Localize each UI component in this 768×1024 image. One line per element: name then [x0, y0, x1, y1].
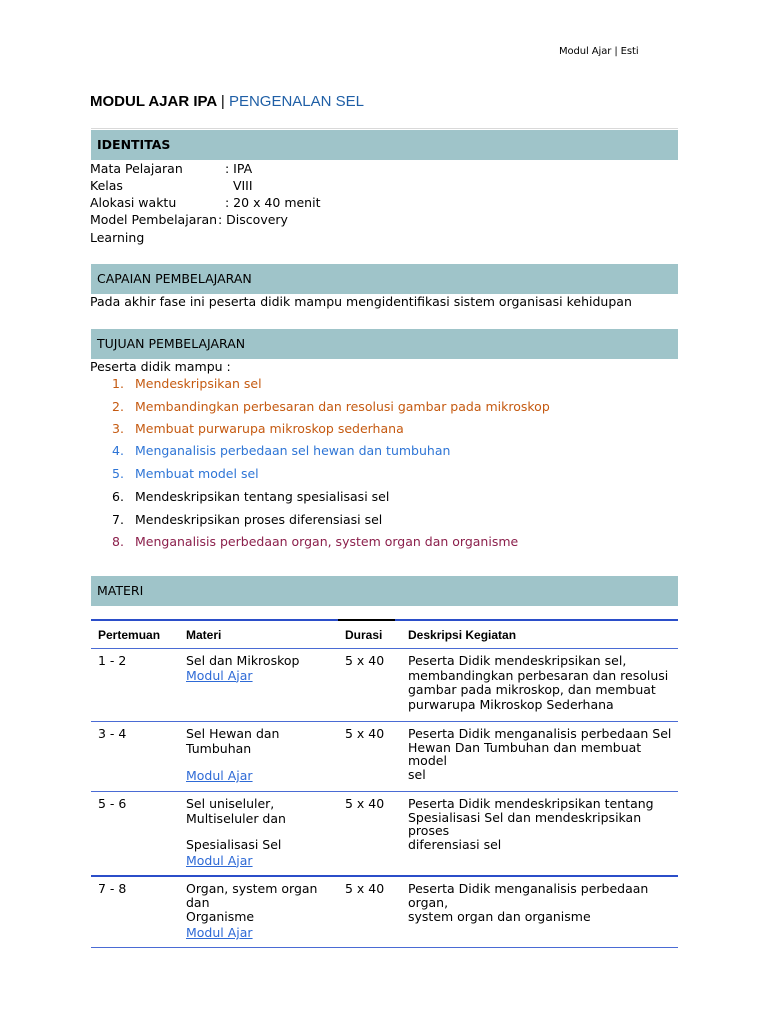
goal-text: Mendeskripsikan proses diferensiasi sel	[135, 512, 383, 527]
cell-deskripsi	[408, 654, 668, 712]
deskripsi-line: Peserta Didik menganalisis perbedaan	[408, 881, 649, 896]
section-heading-identitas: IDENTITAS	[91, 130, 678, 160]
goal-text: Mendeskripsikan sel	[135, 376, 262, 391]
deskripsi-line: diferensiasi sel	[408, 836, 502, 852]
cell-durasi: 5 x 40	[345, 653, 385, 668]
materi-line: Sel Hewan dan	[186, 726, 280, 741]
section-heading-tujuan: TUJUAN PEMBELAJARAN	[91, 329, 678, 359]
table-header-accent	[338, 619, 395, 621]
goal-text: Mendeskripsikan tentang spesialisasi sel	[135, 489, 390, 504]
modul-ajar-link[interactable]: Modul Ajar	[186, 852, 253, 868]
identity-label: Kelas	[90, 178, 123, 193]
goal-number: 1.	[112, 376, 124, 391]
cell-materi	[186, 654, 299, 683]
page-header-note: Modul Ajar | Esti	[559, 46, 639, 57]
table-row-border	[91, 721, 678, 722]
materi-line: Organ, system organ	[186, 881, 318, 896]
materi-line: dan	[186, 895, 210, 910]
materi-line: Organisme	[186, 909, 255, 924]
deskripsi-line: proses	[408, 823, 450, 838]
title-main: MODUL AJAR IPA	[90, 93, 217, 110]
materi-line: Sel dan Mikroskop	[186, 653, 300, 668]
document-title	[90, 93, 364, 110]
deskripsi-line: organ,	[408, 895, 449, 910]
deskripsi-line: model	[408, 753, 447, 768]
materi-line: Sel uniseluler,	[186, 796, 275, 811]
section-heading-capaian: CAPAIAN PEMBELAJARAN	[91, 264, 678, 294]
goal-text: Membuat purwarupa mikroskop sederhana	[135, 421, 404, 436]
identity-value: VIII	[225, 178, 253, 193]
deskripsi-line: Peserta Didik mendeskripsikan sel,	[408, 653, 627, 668]
table-header-border	[91, 648, 678, 649]
cell-materi	[186, 727, 279, 784]
cell-pertemuan: 1 - 2	[98, 653, 127, 668]
deskripsi-line: gambar pada mikroskop, dan membuat	[408, 682, 656, 697]
cell-pertemuan: 7 - 8	[98, 881, 127, 896]
goal-text: Menganalisis perbedaan sel hewan dan tumbuhan	[135, 443, 451, 458]
goal-item	[112, 489, 389, 504]
modul-ajar-link[interactable]: Modul Ajar	[186, 925, 253, 940]
tujuan-intro: Peserta didik mampu :	[90, 359, 231, 374]
modul-ajar-link[interactable]: Modul Ajar	[186, 768, 253, 783]
goal-number: 4.	[112, 443, 124, 458]
materi-line: Tumbuhan	[186, 740, 252, 756]
deskripsi-line: Peserta Didik menganalisis perbedaan Sel	[408, 726, 672, 741]
goal-number: 6.	[112, 489, 124, 504]
section-heading-materi: MATERI	[91, 576, 678, 606]
identity-label: Alokasi waktu	[90, 195, 177, 210]
title-subtitle: PENGENALAN SEL	[228, 93, 364, 110]
column-header-materi: Materi	[186, 628, 222, 642]
identity-label: Mata Pelajaran	[90, 161, 183, 176]
identity-label: Model Pembelajaran	[90, 212, 218, 227]
deskripsi-line: Peserta Didik mendeskripsikan tentang	[408, 796, 654, 811]
identity-value: : Discovery	[218, 212, 288, 227]
column-header-deskripsi: Deskripsi Kegiatan	[408, 628, 517, 642]
goal-text: Menganalisis perbedaan organ, system organ dan organisme	[135, 534, 519, 549]
deskripsi-line: membandingkan perbesaran dan resolusi	[408, 667, 669, 683]
cell-durasi: 5 x 40	[345, 796, 385, 811]
identity-value: : 20 x 40 menit	[225, 195, 321, 210]
cell-deskripsi	[408, 797, 654, 851]
goal-item	[112, 443, 450, 458]
table-bottom-border	[91, 947, 678, 948]
goal-item	[112, 466, 259, 481]
identity-value: : IPA	[225, 161, 253, 176]
cell-materi	[186, 882, 317, 940]
goal-item	[112, 421, 404, 436]
goal-item	[112, 512, 382, 527]
goal-item	[112, 399, 550, 414]
deskripsi-line: Hewan Dan Tumbuhan dan membuat	[408, 739, 642, 755]
table-row-border	[91, 791, 678, 792]
deskripsi-line: purwarupa Mikroskop Sederhana	[408, 696, 614, 712]
modul-ajar-link[interactable]: Modul Ajar	[186, 667, 253, 683]
cell-deskripsi	[408, 727, 671, 781]
cell-deskripsi	[408, 882, 648, 924]
column-header-pertemuan: Pertemuan	[98, 628, 161, 642]
goal-text: Membuat model sel	[135, 466, 259, 481]
goal-item	[112, 376, 262, 391]
goal-number: 3.	[112, 421, 124, 436]
goal-number: 8.	[112, 534, 124, 549]
materi-line: Spesialisasi Sel	[186, 837, 282, 852]
goal-item	[112, 534, 518, 549]
cell-durasi: 5 x 40	[345, 881, 385, 896]
column-header-durasi: Durasi	[345, 628, 383, 642]
identity-continuation: Learning	[90, 230, 145, 245]
goal-text: Membandingkan perbesaran dan resolusi gambar pada mikroskop	[135, 399, 550, 414]
deskripsi-line: sel	[408, 766, 426, 782]
divider	[91, 128, 678, 129]
deskripsi-line: system organ dan organisme	[408, 909, 591, 924]
goal-number: 2.	[112, 399, 124, 414]
goal-number: 5.	[112, 466, 124, 481]
table-row-border	[91, 875, 678, 877]
cell-pertemuan: 3 - 4	[98, 726, 127, 741]
materi-line: Multiseluler dan	[186, 810, 286, 826]
goal-number: 7.	[112, 512, 124, 527]
cell-pertemuan: 5 - 6	[98, 796, 127, 811]
deskripsi-line: Spesialisasi Sel dan mendeskripsikan	[408, 809, 642, 825]
capaian-text: Pada akhir fase ini peserta didik mampu mengidentifikasi sistem organisasi kehidupan	[90, 294, 632, 309]
cell-durasi: 5 x 40	[345, 726, 385, 741]
cell-materi	[186, 797, 286, 868]
title-separator: |	[220, 93, 225, 110]
